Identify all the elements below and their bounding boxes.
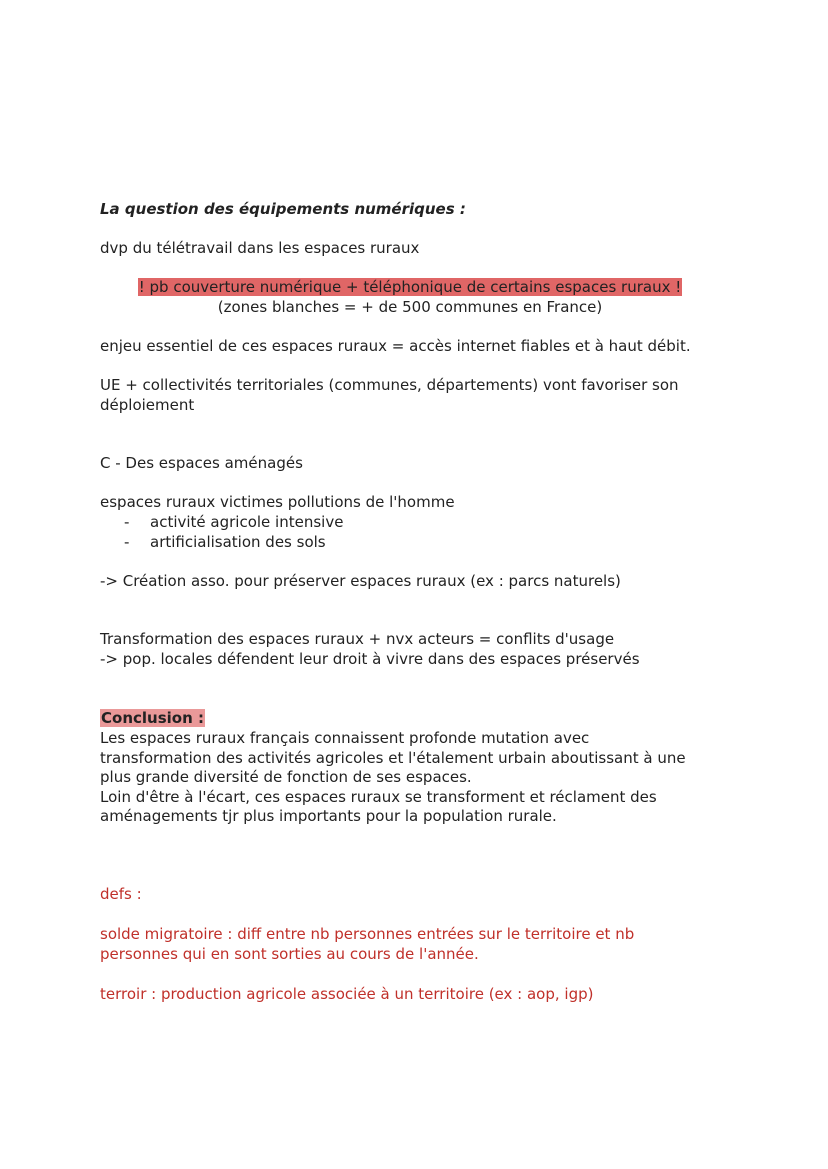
bullet-text: artificialisation des sols <box>150 533 326 551</box>
white-zones-line: (zones blanches = + de 500 communes en France) <box>217 298 603 316</box>
bullet-dash: - <box>124 533 130 551</box>
telework-line: dvp du télétravail dans les espaces ruraux <box>100 239 420 257</box>
ue-line-1: UE + collectivités territoriales (communes, départements) vont favoriser son <box>100 376 679 394</box>
bullet-item <box>124 512 343 532</box>
ue-line-2: déploiement <box>100 396 195 414</box>
bullet-dash: - <box>124 513 130 531</box>
conclusion-label-line <box>100 708 205 728</box>
pollution-intro: espaces ruraux victimes pollutions de l'homme <box>100 493 455 511</box>
heading-numeric-equipment: La question des équipements numériques : <box>100 200 466 218</box>
def-solde-line-1: solde migratoire : diff entre nb personnes entrées sur le territoire et nb <box>100 925 635 943</box>
creation-line: -> Création asso. pour préserver espaces ruraux (ex : parcs naturels) <box>100 572 621 590</box>
enjeu-line: enjeu essentiel de ces espaces ruraux = accès internet fiables et à haut débit. <box>100 337 691 355</box>
conclusion-line: Loin d'être à l'écart, ces espaces ruraux se transforment et réclament des <box>100 788 657 806</box>
section-c-title: C - Des espaces aménagés <box>100 454 303 472</box>
conclusion-line: plus grande diversité de fonction de ses espaces. <box>100 768 472 786</box>
transformation-line: Transformation des espaces ruraux + nvx acteurs = conflits d'usage <box>100 630 615 648</box>
bullet-item <box>124 532 326 552</box>
coverage-highlight: ! pb couverture numérique + téléphonique de certains espaces ruraux ! <box>138 278 682 296</box>
defs-title: defs : <box>100 885 142 903</box>
def-terroir: terroir : production agricole associée à un territoire (ex : aop, igp) <box>100 985 594 1003</box>
conclusion-line: transformation des activités agricoles et l'étalement urbain aboutissant à une <box>100 749 686 767</box>
def-solde-line-2: personnes qui en sont sorties au cours de l'année. <box>100 945 479 963</box>
conclusion-line: Les espaces ruraux français connaissent profonde mutation avec <box>100 729 590 747</box>
coverage-highlight-line <box>60 277 760 297</box>
population-line: -> pop. locales défendent leur droit à vivre dans des espaces préservés <box>100 650 640 668</box>
conclusion-label: Conclusion : <box>101 709 204 727</box>
conclusion-line: aménagements tjr plus importants pour la population rurale. <box>100 807 557 825</box>
bullet-text: activité agricole intensive <box>150 513 344 531</box>
